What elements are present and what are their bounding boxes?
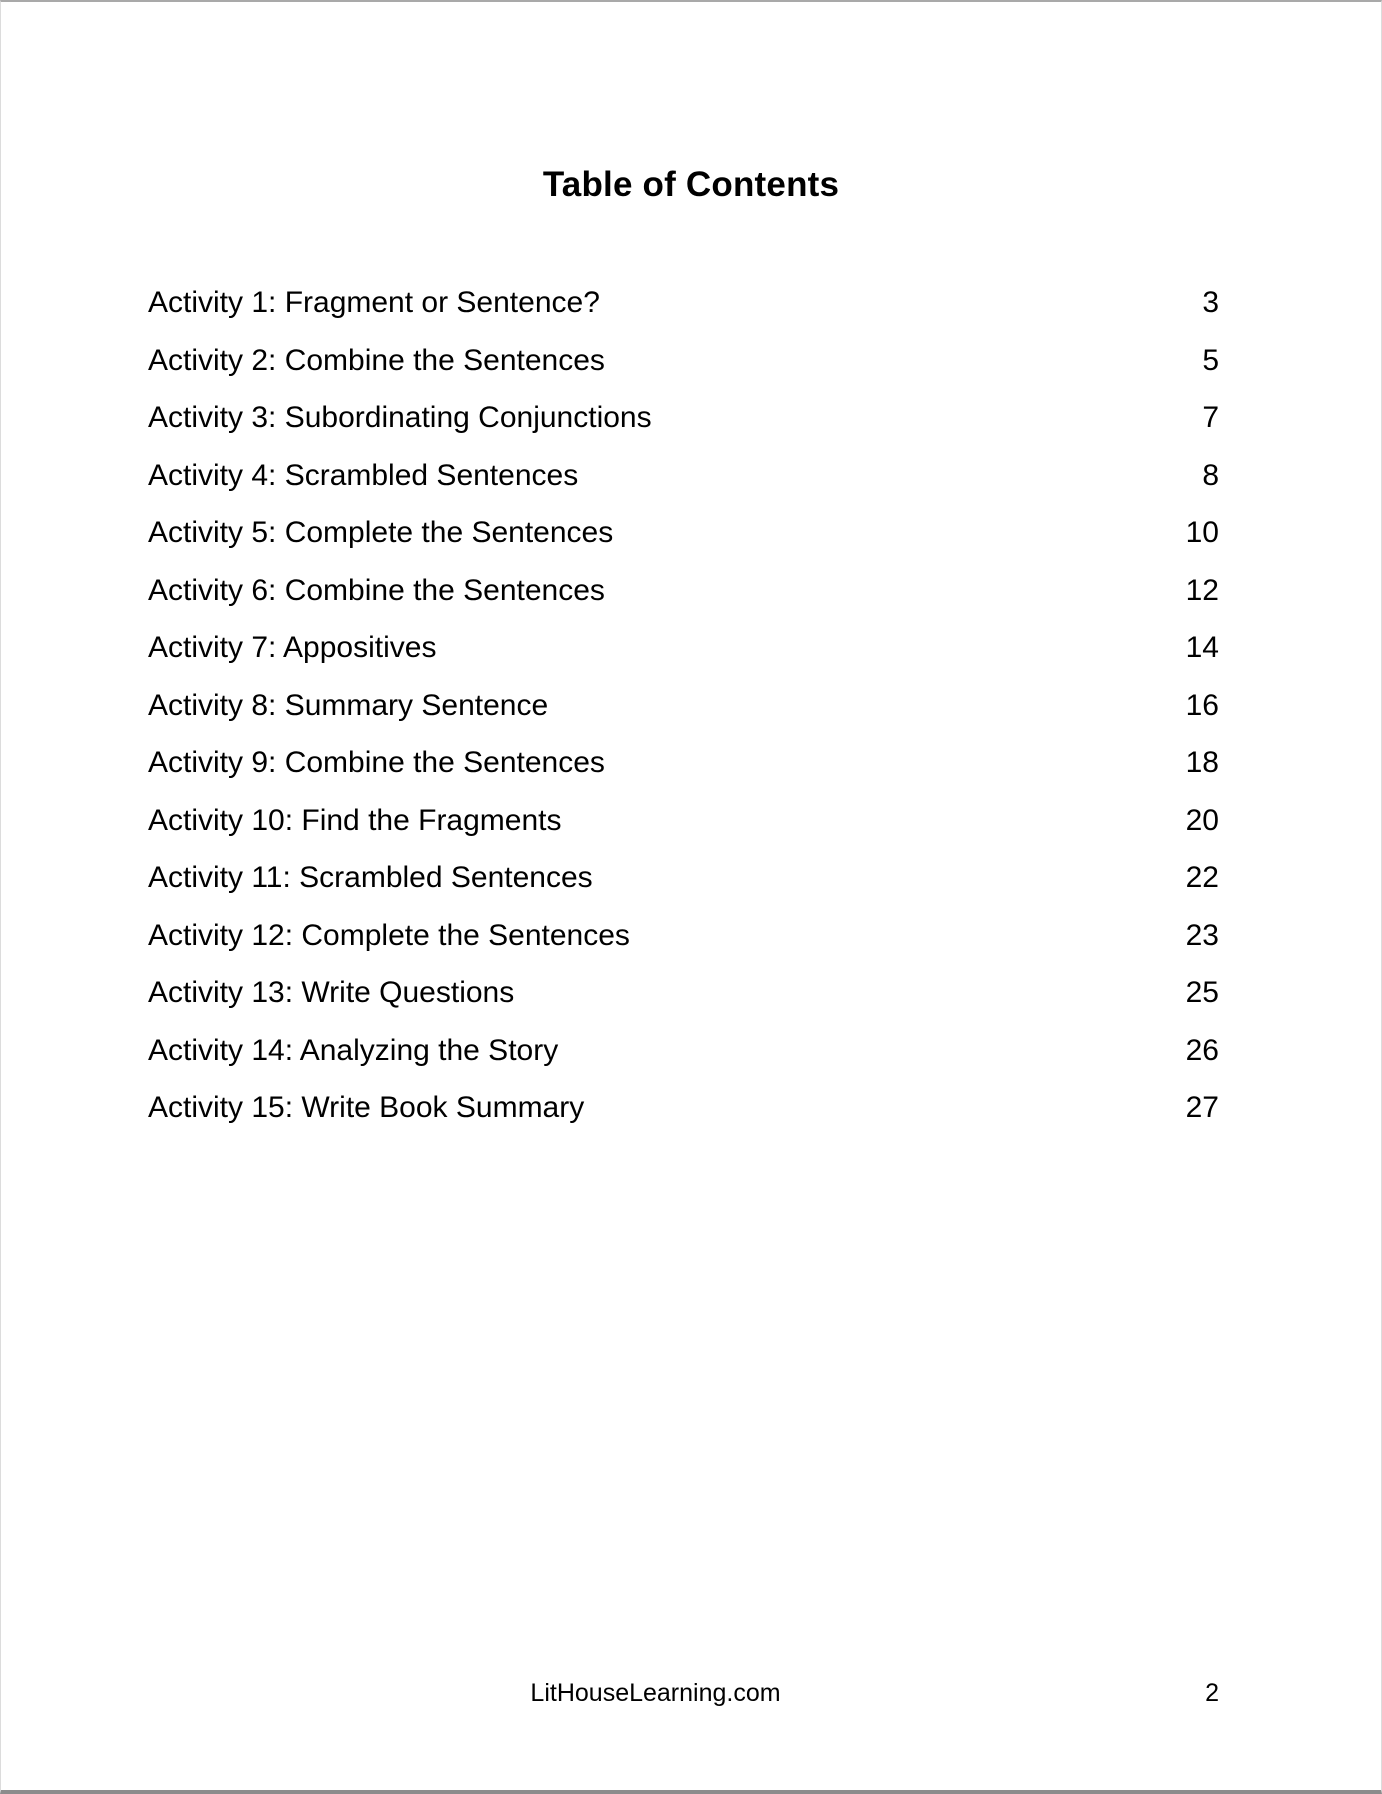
toc-entry-page: 12 [1185, 573, 1219, 607]
toc-entry [148, 274, 1219, 332]
toc-entry-page: 16 [1185, 688, 1219, 722]
toc-entry-page: 5 [1202, 343, 1219, 377]
toc-entry-page: 23 [1185, 918, 1219, 952]
toc-entry-label: Activity 4: Scrambled Sentences [148, 458, 579, 492]
toc-entry-page: 3 [1202, 286, 1219, 319]
page-footer [148, 1681, 1219, 1706]
toc-entry-label: Activity 6: Combine the Sentences [148, 573, 605, 607]
toc-entry-label: Activity 3: Subordinating Conjunctions [148, 401, 652, 434]
toc-entry-label: Activity 12: Complete the Sentences [148, 918, 630, 952]
toc-entry-page: 26 [1185, 1033, 1219, 1067]
toc-entry-page: 22 [1185, 861, 1219, 894]
toc-entry-page: 27 [1185, 1091, 1219, 1124]
toc-entry [148, 1022, 1219, 1080]
footer-site-name: LitHouseLearning.com [530, 1679, 781, 1707]
toc-entry-label: Activity 7: Appositives [148, 631, 437, 664]
toc-entry-label: Activity 13: Write Questions [148, 976, 515, 1009]
toc-entry [148, 562, 1219, 620]
toc-entry-label: Activity 14: Analyzing the Story [148, 1033, 559, 1067]
toc-entry [148, 907, 1219, 965]
toc-entry-page: 25 [1185, 976, 1219, 1009]
toc-entry-label: Activity 9: Combine the Sentences [148, 746, 605, 779]
toc-entry [148, 504, 1219, 562]
toc-entry-label: Activity 1: Fragment or Sentence? [148, 286, 600, 319]
toc-entry-page: 10 [1185, 516, 1219, 549]
toc-entry-label: Activity 2: Combine the Sentences [148, 343, 605, 377]
toc-entry [148, 849, 1219, 907]
toc-entry-page: 14 [1185, 631, 1219, 664]
footer-page-number: 2 [1205, 1679, 1219, 1707]
toc-entry-label: Activity 5: Complete the Sentences [148, 516, 614, 549]
toc-entry [148, 734, 1219, 792]
toc-entry [148, 447, 1219, 505]
toc-entry-label: Activity 15: Write Book Summary [148, 1091, 585, 1124]
toc-entry [148, 389, 1219, 447]
toc-entry-page: 20 [1185, 803, 1219, 837]
toc-entry-page: 8 [1202, 458, 1219, 492]
toc-entry-page: 18 [1185, 746, 1219, 779]
toc-entry [148, 677, 1219, 735]
toc-entry [148, 332, 1219, 390]
table-of-contents [148, 274, 1219, 1137]
toc-entry-label: Activity 8: Summary Sentence [148, 688, 549, 722]
toc-entry [148, 792, 1219, 850]
toc-entry [148, 1079, 1219, 1137]
toc-entry [148, 964, 1219, 1022]
toc-entry-label: Activity 11: Scrambled Sentences [148, 861, 593, 894]
page-title: Table of Contents [542, 165, 840, 204]
toc-entry [148, 619, 1219, 677]
toc-entry-label: Activity 10: Find the Fragments [148, 803, 562, 837]
toc-entry-page: 7 [1202, 401, 1219, 434]
